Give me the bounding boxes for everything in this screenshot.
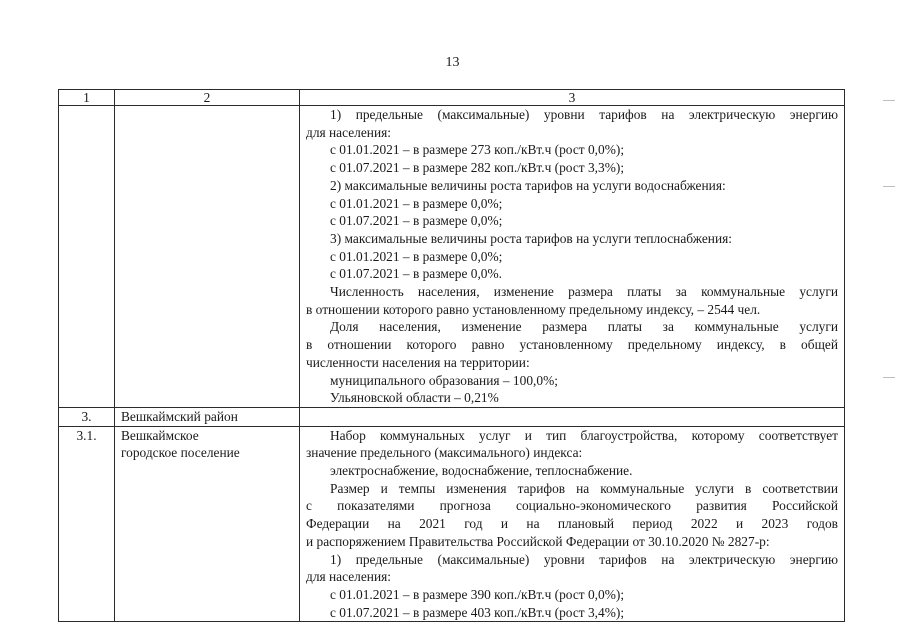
text-line: 3) максимальные величины роста тарифов на услуги теплоснабжения: (330, 230, 732, 246)
text-line: численности населения на территории: (306, 354, 530, 370)
page-number: 13 (445, 55, 460, 70)
scan-edge-mark (883, 186, 895, 187)
text-line: с 01.07.2021 – в размере 0,0%. (330, 266, 502, 282)
text-line: с 01.01.2021 – в размере 0,0%; (330, 248, 503, 264)
row-settlement-name: Вешкаймское городское поселение (115, 426, 300, 622)
row-cont-num (59, 106, 115, 408)
row-cont-name (115, 106, 300, 408)
text-line: Доля населения, изменение размера платы за коммунальные услуги (330, 319, 838, 335)
text-line: 2) максимальные величины роста тарифов на услуги водоснабжения: (330, 177, 726, 193)
text-line: Ульяновской области – 0,21% (330, 390, 499, 406)
text-line: Набор коммунальных услуг и тип благоустройства, которому соответствует (330, 427, 838, 443)
row-district-num: 3. (59, 407, 115, 426)
tariff-table (58, 89, 845, 622)
scan-edge-mark (883, 377, 895, 378)
text-line: в отношении которого равно установленному предельному индексу, – 2544 чел. (306, 301, 761, 317)
scan-edge-mark (883, 100, 895, 101)
text-line: Размер и темпы изменения тарифов на коммунальные услуги в соответствии (330, 480, 838, 496)
header-col-1: 1 (59, 90, 115, 106)
text-line: 1) предельные (максимальные) уровни тарифов на электрическую энергию (330, 551, 838, 567)
table-header-row (59, 90, 845, 106)
table-row-settlement (59, 426, 845, 622)
text-line: с 01.01.2021 – в размере 0,0%; (330, 195, 503, 211)
text-line: для населения: (306, 569, 391, 585)
text-line: и распоряжением Правительства Российской Федерации от 30.10.2020 № 2827-р: (306, 533, 770, 549)
table-row-continuation (59, 106, 845, 408)
text-line: с показателями прогноза социально-экономического развития Российской (306, 498, 838, 514)
text-line: с 01.07.2021 – в размере 0,0%; (330, 213, 503, 229)
row-district-content (300, 407, 845, 426)
header-col-3: 3 (300, 90, 845, 106)
text-line: с 01.07.2021 – в размере 403 коп./кВт.ч (рост 3,4%); (330, 604, 625, 620)
text-line: для населения: (306, 124, 391, 140)
row-cont-content (300, 106, 845, 408)
row-district-name: Вешкаймский район (115, 407, 300, 426)
text-line: с 01.01.2021 – в размере 273 коп./кВт.ч (рост 0,0%); (330, 142, 625, 158)
text-line: с 01.01.2021 – в размере 390 коп./кВт.ч (рост 0,0%); (330, 586, 625, 602)
text-line: значение предельного (максимального) индекса: (306, 445, 583, 461)
text-line: муниципального образования – 100,0%; (330, 372, 558, 388)
text-line: с 01.07.2021 – в размере 282 коп./кВт.ч (рост 3,3%); (330, 160, 625, 176)
row-settlement-num: 3.1. (59, 426, 115, 622)
text-line: электроснабжение, водоснабжение, теплоснабжение. (330, 463, 633, 479)
header-col-2: 2 (115, 90, 300, 106)
text-line: Федерации на 2021 год и на плановый период 2022 и 2023 годов (306, 516, 838, 532)
text-line: в отношении которого равно установленному предельному индексу, в общей (306, 337, 838, 353)
text-line: 1) предельные (максимальные) уровни тарифов на электрическую энергию (330, 107, 838, 122)
text-line: Численность населения, изменение размера платы за коммунальные услуги (330, 284, 838, 300)
table-row-district (59, 407, 845, 426)
row-settlement-content (300, 426, 845, 622)
